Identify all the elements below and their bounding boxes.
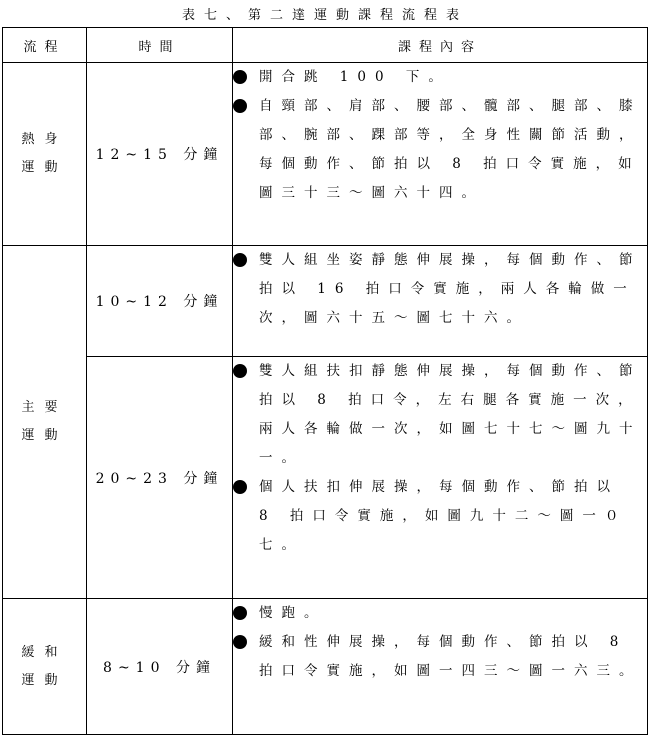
header-time: 時間 bbox=[87, 28, 233, 63]
time-cell: 20~23 分鐘 bbox=[87, 357, 233, 599]
phase-cell-main bbox=[3, 245, 87, 598]
table-row-main-1 bbox=[3, 245, 648, 356]
bullet-icon bbox=[233, 253, 247, 267]
table-title: 表七、第二達運動課程流程表 bbox=[181, 8, 468, 23]
table-row-main-2 bbox=[3, 357, 648, 599]
content-list bbox=[233, 246, 647, 333]
content-cell bbox=[233, 63, 648, 246]
content-cell bbox=[233, 245, 648, 356]
bullet-icon bbox=[233, 635, 247, 649]
content-list bbox=[233, 357, 647, 560]
bullet-icon bbox=[233, 480, 247, 494]
course-schedule-table bbox=[2, 27, 648, 735]
content-list bbox=[233, 599, 647, 686]
content-cell bbox=[233, 357, 648, 599]
list-item: 緩和性伸展操，每個動作、節拍以 8 拍口令實施，如圖一四三～圖一六三。 bbox=[233, 628, 647, 686]
phase-label: 熱身 運動 bbox=[21, 132, 68, 176]
list-item: 個人扶扣伸展操，每個動作、節拍以 8 拍口令實施，如圖九十二～圖一０七。 bbox=[233, 473, 647, 560]
time-cell: 8~10 分鐘 bbox=[87, 599, 233, 735]
content-list bbox=[233, 63, 647, 208]
list-item: 慢跑。 bbox=[233, 599, 647, 628]
list-item: 雙人組扶扣靜態伸展操，每個動作、節拍以 8 拍口令，左右腿各實施一次，兩人各輪做一次，如圖七十七～圖九十一。 bbox=[233, 357, 647, 473]
header-content: 課程內容 bbox=[233, 28, 648, 63]
phase-label: 緩和 運動 bbox=[21, 644, 68, 688]
time-cell: 12~15 分鐘 bbox=[87, 63, 233, 246]
list-item: 雙人組坐姿靜態伸展操，每個動作、節拍以 16 拍口令實施，兩人各輪做一次，圖六十五～圖七十六。 bbox=[233, 246, 647, 333]
list-item: 自頸部、肩部、腰部、髖部、腿部、膝部、腕部、踝部等，全身性關節活動，每個動作、節拍以 8 拍口令實施，如圖三十三～圖六十四。 bbox=[233, 92, 647, 208]
list-item: 開合跳 100 下。 bbox=[233, 63, 647, 92]
table-row-warmup bbox=[3, 63, 648, 246]
header-row bbox=[3, 28, 648, 63]
content-cell bbox=[233, 599, 648, 735]
bullet-icon bbox=[233, 99, 247, 113]
phase-cell-warmup bbox=[3, 63, 87, 246]
header-phase: 流程 bbox=[3, 28, 87, 63]
bullet-icon bbox=[233, 606, 247, 620]
bullet-icon bbox=[233, 364, 247, 378]
time-cell: 10~12 分鐘 bbox=[87, 245, 233, 356]
phase-cell-cooldown bbox=[3, 599, 87, 735]
table-row-cooldown bbox=[3, 599, 648, 735]
phase-label: 主要 運動 bbox=[21, 400, 68, 444]
bullet-icon bbox=[233, 70, 247, 84]
